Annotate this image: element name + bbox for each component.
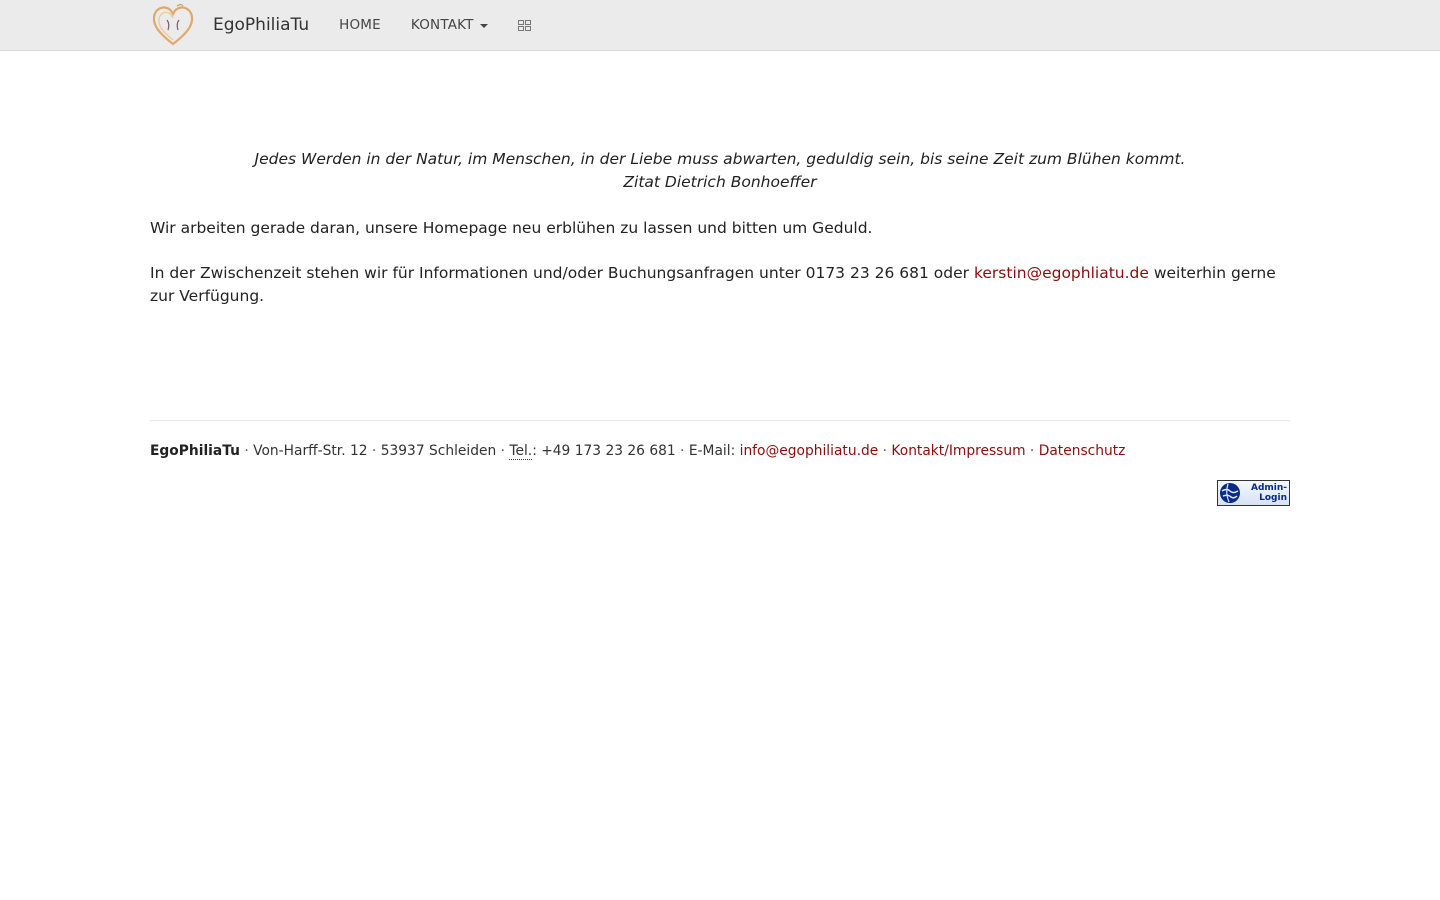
grid-icon[interactable] [518, 18, 532, 32]
intro-paragraph: Wir arbeiten gerade daran, unsere Homepage neu erblühen zu lassen und bitten um Geduld. [150, 219, 873, 237]
admin-login-label-line1: Admin- [1250, 483, 1287, 493]
contact-paragraph-tail: weiterhin gerne zur Verfügung. [150, 264, 1276, 305]
footer-company: EgoPhiliaTu [150, 443, 240, 459]
footer-separator: · [496, 443, 510, 459]
footer-email-label: E-Mail: [688, 443, 740, 459]
nav-home[interactable] [339, 17, 381, 33]
navbar-inner [150, 0, 532, 50]
footer-city: 53937 Schleiden [380, 443, 497, 459]
main-content [150, 148, 1290, 308]
brand-name[interactable]: EgoPhiliaTu [213, 15, 310, 35]
footer-separator: · [878, 443, 892, 459]
footer-separator: · [675, 443, 689, 459]
footer-separator: · [367, 443, 381, 459]
footer-divider [150, 420, 1290, 421]
footer-tel-abbr: Tel. [509, 443, 533, 459]
footer [150, 441, 1290, 461]
footer-imprint-link[interactable]: Kontakt/Impressum [891, 443, 1026, 459]
admin-login-button[interactable] [1217, 480, 1290, 506]
nav-kontakt-dropdown[interactable] [411, 17, 488, 33]
footer-email-link[interactable]: info@egophiliatu.de [739, 443, 879, 459]
footer-separator: · [239, 443, 254, 459]
navbar [0, 0, 1440, 51]
contact-paragraph [150, 262, 1290, 308]
admin-login-label-line2: Login [1259, 493, 1287, 503]
quote-author: Zitat Dietrich Bonhoeffer [623, 173, 817, 191]
nav-home-label: HOME [339, 17, 381, 33]
caret-down-icon [480, 24, 488, 28]
email-link-kerstin[interactable]: kerstin@egophliatu.de [973, 264, 1149, 282]
heart-logo-icon[interactable] [150, 2, 196, 48]
nav-kontakt-label: KONTAKT [410, 17, 474, 33]
globe-icon [1219, 482, 1241, 504]
footer-privacy-link[interactable]: Datenschutz [1038, 443, 1126, 459]
quote-text: Jedes Werden in der Natur, im Menschen, in der Liebe muss abwarten, geduldig sein, bis seine Zeit zum Blühen kommt. [254, 150, 1186, 168]
footer-separator: · [1025, 443, 1039, 459]
footer-address: Von-Harff-Str. 12 [253, 443, 368, 459]
admin-login-label [1247, 483, 1287, 503]
contact-paragraph-text: In der Zwischenzeit stehen wir für Informationen und/oder Buchungsanfragen unter 0173 23 26 681 oder [150, 264, 974, 282]
footer-tel: : +49 173 23 26 681 [532, 443, 676, 459]
